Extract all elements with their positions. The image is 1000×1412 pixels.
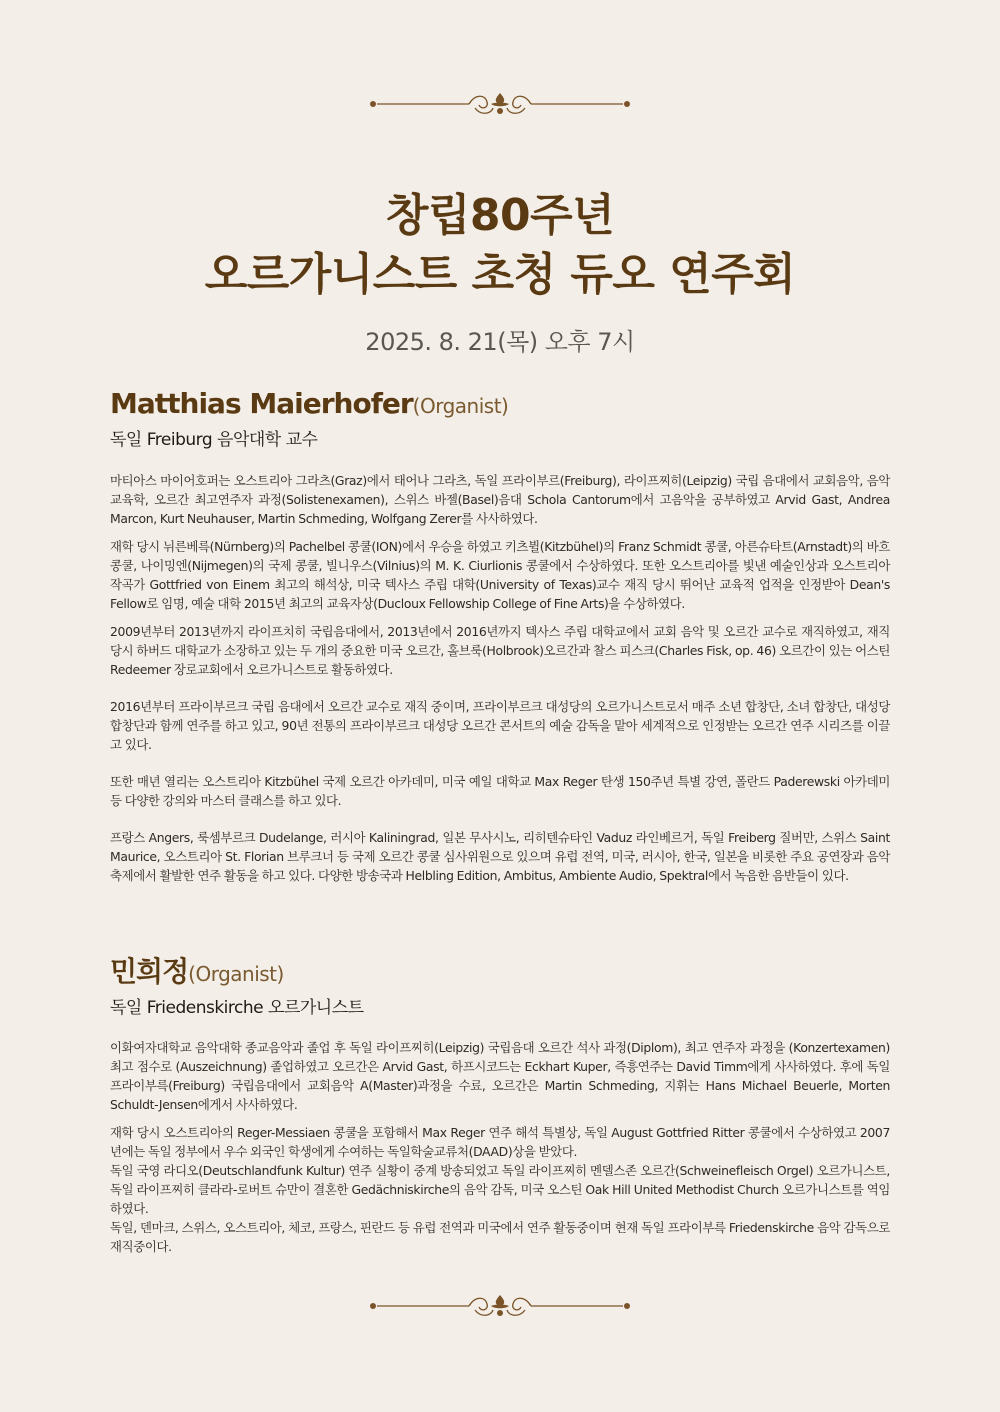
- bio-paragraph: 재학 당시 뉘른베륵(Nürnberg)의 Pachelbel 콩쿨(ION)에서 우승을 하였고 키츠뷜(Kitzbühel)의 Franz Schmidt 콩쿨, 아른슈타트(Arnstadt)의 바흐 콩쿨, 나이밍엔(Nijmegen)의 국제 콩쿨, 빌니우스(Vilnius)의 M. K. Ciurlionis 콩쿨에서 수상하였다. 또한 오스트리아를 빛낸 예술인상과 오스트리아 작곡가 Gottfried von Einem 최고의 해석상, 미국 텍사스 주립 대학(University of Texas)교수 재직 당시 뛰어난 교육적 업적을 인정받아 Dean's Fellow로 임명, 예술 대학 2015년 최고의 교육자상(Ducloux Fellowship College of Fine Arts)을 수상하였다.: [110, 539, 890, 611]
- performer-role: (Organist): [188, 962, 284, 986]
- bio-paragraph: 또한 매년 열리는 오스트리아 Kitzbühel 국제 오르간 아카데미, 미국 예일 대학교 Max Reger 탄생 150주년 특별 강연, 폴란드 Paderewski 아카데미 등 다양한 강의와 마스터 클래스를 하고 있다.: [110, 774, 890, 808]
- bio-paragraph: 독일, 덴마크, 스위스, 오스트리아, 체코, 프랑스, 핀란드 등 유럽 전역과 미국에서 연주 활동중이며 현재 독일 프라이부륵 Friedenskirche 음악 감독으로 재직중이다.: [110, 1220, 890, 1254]
- bio-paragraph: 2016년부터 프라이부르크 국립 음대에서 오르간 교수로 재직 중이며, 프라이부르크 대성당의 오르가니스트로서 매주 소년 합창단, 소녀 합창단, 대성당 합창단과 함께 연주를 하고 있고, 90년 전통의 프라이부르크 대성당 오르간 콘서트의 예술 감독을 맡아 세계적으로 인정받는 오르간 연주 시리즈를 이끌고 있다.: [110, 699, 890, 752]
- performer-position: 독일 Freiburg 음악대학 교수: [110, 430, 318, 450]
- concert-date: 2025. 8. 21(목) 오후 7시: [365, 328, 635, 356]
- performer-position: 독일 Friedenskirche 오르가니스트: [110, 998, 364, 1018]
- bio-paragraph: 독일 국영 라디오(Deutschlandfunk Kultur) 연주 실황이 중계 방송되었고 독일 라이프찌히 멘델스존 오르간(Schweinefleisch Orgel) 오르가니스트, 독일 라이프찌히 클라라-로버트 슈만이 결혼한 Gedächniskirche의 음악 감독, 미국 오스틴 Oak Hill United Methodist Church 오르가니스트를 역임하였다.: [110, 1163, 890, 1216]
- concert-title-line-2: 오르가니스트 초청 듀오 연주회: [204, 249, 796, 300]
- bio-paragraph: 재학 당시 오스트리아의 Reger-Messiaen 콩쿨을 포함해서 Max Reger 연주 해석 특별상, 독일 August Gottfried Ritter 콩쿨에서 수상하였고 2007년에는 독일 정부에서 우수 외국인 학생에게 수여하는 독일학술교류처(DAAD)상을 받았다.: [110, 1125, 890, 1159]
- performer-section-min-heejung: [110, 954, 890, 1256]
- bio-paragraph: 프랑스 Angers, 룩셈부르크 Dudelange, 러시아 Kaliningrad, 일본 무사시노, 리히텐슈타인 Vaduz 라인베르거, 독일 Freiberg 질버만, 스위스 Saint Maurice, 오스트리아 St. Florian 브루크너 등 국제 오르간 콩쿨 심사위원으로 있으며 유럽 전역, 미국, 러시아, 한국, 일본을 비롯한 주요 공연장과 음악 축제에서 활발한 연주 활동을 하고 있다. 다양한 방송국과 Helbling Edition, Ambitus, Ambiente Audio, Spektral에서 녹음한 음반들이 있다.: [110, 830, 890, 883]
- flourish-ornament-svg: [367, 90, 633, 118]
- performer-role: (Organist): [412, 394, 509, 418]
- bio-paragraph: 2009년부터 2013년까지 라이프치히 국립음대에서, 2013년에서 2016년까지 텍사스 주립 대학교에서 교회 음악 및 오르간 교수로 재직하였고, 재직 당시 하버드 대학교가 소장하고 있는 두 개의 중요한 미국 오르간, 홀브룩(Holbrook)오르간과 찰스 피스크(Charles Fisk, op. 46) 오르간이 있는 어스틴 Redeemer 장로교회에서 오르가니스트로 활동하였다.: [110, 624, 890, 677]
- performer-heading: [110, 386, 890, 422]
- flourish-ornament-svg: [367, 1292, 633, 1320]
- flourish-ornament-icon: [367, 1292, 633, 1320]
- performer-name: 민희정: [110, 955, 189, 988]
- performer-name: Matthias Maierhofer: [110, 387, 413, 420]
- concert-title-line-1: 창립80주년: [385, 190, 615, 241]
- bio-paragraph: 이화여자대학교 음악대학 종교음악과 졸업 후 독일 라이프찌히(Leipzig) 국립음대 오르간 석사 과정(Diplom), 최고 연주자 과정을 (Konzertexamen) 최고 점수로 (Auszeichnung) 졸업하였고 오르간은 Arvid Gast, 하프시코드는 Eckhart Kuper, 즉흥연주는 David Timm에게 사사하였다. 후에 독일 프라이부륵(Freiburg) 국립음대에서 교회음악 A(Master)과정을 수료, 오르간은 Martin Schmeding, 지휘는 Hans Michael Beuerle, Morten Schuldt-Jensen에게서 사사하였다.: [110, 1040, 890, 1112]
- bio-paragraph: 마티아스 마이어호퍼는 오스트리아 그라츠(Graz)에서 태어나 그라츠, 독일 프라이부르(Freiburg), 라이프찌히(Leipzig) 국립 음대에서 교회음악, 음악 교육학, 오르간 최고연주자 과정(Solistenexamen), 스위스 바젤(Basel)음대 Schola Cantorum에서 고음악을 공부하였고 Arvid Gast, Andrea Marcon, Kurt Neuhauser, Martin Schmeding, Wolfgang Zerer를 사사하였다.: [110, 473, 890, 526]
- performer-section-maierhofer: [110, 386, 890, 885]
- flourish-ornament-icon: [367, 90, 633, 118]
- performer-heading: [110, 954, 890, 990]
